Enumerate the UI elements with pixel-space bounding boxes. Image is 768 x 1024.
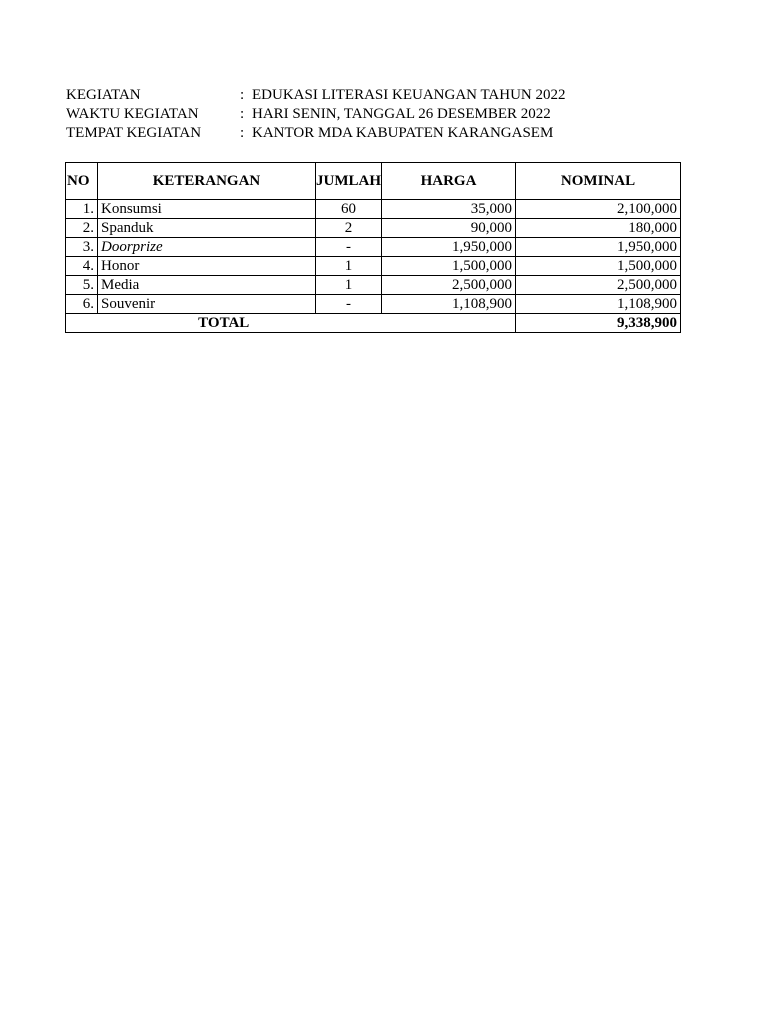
header-colon: : <box>240 106 245 122</box>
cell-harga: 35,000 <box>382 200 516 219</box>
cell-no: 3. <box>66 238 98 257</box>
cell-keterangan: Konsumsi <box>98 200 316 219</box>
cell-nominal: 2,500,000 <box>516 276 681 295</box>
table-row <box>66 276 681 295</box>
cell-nominal: 1,950,000 <box>516 238 681 257</box>
table-header-row <box>66 163 681 200</box>
cell-jumlah: 2 <box>316 219 382 238</box>
activity-header <box>66 86 686 143</box>
table-row <box>66 257 681 276</box>
cell-no: 4. <box>66 257 98 276</box>
header-row-tempat <box>66 124 686 143</box>
table-row <box>66 200 681 219</box>
header-label: WAKTU KEGIATAN <box>66 106 199 122</box>
cell-harga: 1,500,000 <box>382 257 516 276</box>
column-header-harga: HARGA <box>382 163 516 200</box>
cell-nominal: 180,000 <box>516 219 681 238</box>
column-header-no: NO <box>66 163 98 200</box>
header-colon: : <box>240 125 245 141</box>
cell-no: 1. <box>66 200 98 219</box>
header-row-kegiatan <box>66 86 686 105</box>
budget-table <box>65 162 681 333</box>
cell-keterangan: Souvenir <box>98 295 316 314</box>
cell-no: 6. <box>66 295 98 314</box>
total-nominal: 9,338,900 <box>516 314 681 333</box>
cell-jumlah: 1 <box>316 276 382 295</box>
cell-keterangan: Honor <box>98 257 316 276</box>
cell-jumlah: 60 <box>316 200 382 219</box>
header-value: HARI SENIN, TANGGAL 26 DESEMBER 2022 <box>252 106 551 122</box>
total-empty-cell <box>382 314 516 333</box>
column-header-keterangan: KETERANGAN <box>98 163 316 200</box>
cell-harga: 90,000 <box>382 219 516 238</box>
table-row <box>66 219 681 238</box>
cell-jumlah: - <box>316 295 382 314</box>
total-row <box>66 314 681 333</box>
cell-keterangan: Doorprize <box>98 238 316 257</box>
cell-harga: 2,500,000 <box>382 276 516 295</box>
table-row <box>66 238 681 257</box>
cell-nominal: 2,100,000 <box>516 200 681 219</box>
cell-nominal: 1,500,000 <box>516 257 681 276</box>
total-label: TOTAL <box>66 314 382 333</box>
header-row-waktu <box>66 105 686 124</box>
cell-no: 5. <box>66 276 98 295</box>
table-row <box>66 295 681 314</box>
header-value: EDUKASI LITERASI KEUANGAN TAHUN 2022 <box>252 87 566 103</box>
header-label: TEMPAT KEGIATAN <box>66 125 202 141</box>
column-header-nominal: NOMINAL <box>516 163 681 200</box>
cell-harga: 1,950,000 <box>382 238 516 257</box>
cell-nominal: 1,108,900 <box>516 295 681 314</box>
column-header-jumlah: JUMLAH <box>316 163 382 200</box>
cell-harga: 1,108,900 <box>382 295 516 314</box>
cell-no: 2. <box>66 219 98 238</box>
cell-keterangan: Media <box>98 276 316 295</box>
cell-jumlah: 1 <box>316 257 382 276</box>
cell-keterangan: Spanduk <box>98 219 316 238</box>
header-colon: : <box>240 87 245 103</box>
header-value: KANTOR MDA KABUPATEN KARANGASEM <box>252 125 554 141</box>
header-label: KEGIATAN <box>66 87 141 103</box>
cell-jumlah: - <box>316 238 382 257</box>
